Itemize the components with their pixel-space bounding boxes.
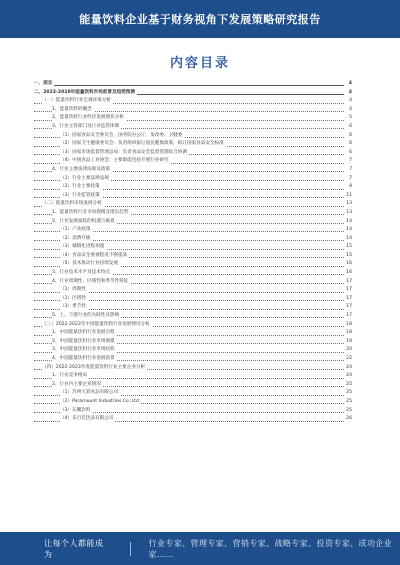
toc-entry[interactable] <box>34 278 352 287</box>
toc-entry-text: （4）中国食品工业协会：主要职能包括开展行业研究 <box>60 157 171 166</box>
toc-entry[interactable] <box>34 235 352 244</box>
toc-entry-text: （三）2022-2023年中国能量饮料行业发展情况分析 <box>42 321 152 330</box>
toc-entry[interactable] <box>34 175 352 184</box>
toc-page-number: 7 <box>348 157 352 166</box>
toc-entry[interactable] <box>34 226 352 235</box>
toc-entry[interactable] <box>34 243 352 252</box>
toc-page-number: 25 <box>345 407 352 416</box>
toc-entry[interactable] <box>34 114 352 123</box>
toc-entry[interactable] <box>34 252 352 261</box>
toc-page-number: 15 <box>345 252 352 261</box>
toc-entry[interactable] <box>34 346 352 355</box>
toc-entry[interactable] <box>34 200 352 209</box>
toc-entry[interactable] <box>34 286 352 295</box>
toc-page-number: 25 <box>345 381 352 390</box>
toc-entry-text: 二、2023-2028年能量饮料市场前景及趋势预测 <box>34 89 137 98</box>
toc-page-number: 25 <box>345 398 352 407</box>
toc-entry-text: （1）周期性 <box>60 286 88 295</box>
toc-entry-text: 1、行业竞争格局 <box>52 372 89 381</box>
toc-page-number: 4 <box>348 89 352 98</box>
toc-entry-text: （1）行业主要法律法规 <box>60 175 111 184</box>
toc-entry-text: 3、行业技术水平及技术特点 <box>52 269 112 278</box>
toc-entry-text: 2、行业内主要企业情况 <box>52 381 103 390</box>
toc-entry[interactable] <box>34 338 352 347</box>
toc-entry[interactable] <box>34 407 352 416</box>
toc-entry[interactable] <box>34 364 352 373</box>
toc-entry-text: （一）能量饮料行业宏观环境分析 <box>42 97 113 106</box>
toc-page-number: 18 <box>345 321 352 330</box>
toc-page-number: 6 <box>348 132 352 141</box>
toc-page-number: 16 <box>345 260 352 269</box>
report-title: 能量饮料企业基于财务视角下发展策略研究报告 <box>79 13 321 26</box>
toc-entry[interactable] <box>34 389 352 398</box>
toc-page-number: 13 <box>345 209 352 218</box>
toc-entry-text: 2、行业发展面临的机遇与挑战 <box>52 218 117 227</box>
toc-page-number: 14 <box>345 235 352 244</box>
toc-entry-text: （3）行业监管政策 <box>60 192 102 201</box>
toc-entry[interactable] <box>34 80 352 89</box>
toc-entry-text: 3、行业主管部门及行业监管体制 <box>52 123 121 132</box>
toc-entry[interactable] <box>34 329 352 338</box>
toc-page-number: 17 <box>345 312 352 321</box>
toc-entry-text: （1）产业政策 <box>60 226 93 235</box>
toc-entry-text: （4）食品安全重视程度不断提高 <box>60 252 129 261</box>
toc-entry[interactable] <box>34 192 352 201</box>
toc-entry-text: （二）能量饮料市场发展分析 <box>42 200 104 209</box>
footer-tagline: 行业专家、管理专家、营销专家、战略专家、投资专家、成功企业家…… <box>148 538 393 559</box>
toc-page-number: 24 <box>345 364 352 373</box>
toc-entry-text: （3）国家市场监督管理总局：负责食品安全监督管理综合协调 <box>60 149 189 158</box>
toc-entry-text: （2）国家卫生健康委员会：负责组织拟订国民健康政策，拟订国家食品安全标准 <box>60 140 226 149</box>
toc-entry-text: 3、中国能量饮料行业市场结构 <box>52 346 117 355</box>
toc-entry-text: 2、能量饮料行业经济发展现状分析 <box>52 114 126 123</box>
toc-entry-text: 4、行业周期性、区域性和季节性特征 <box>52 278 130 287</box>
toc-leader-dots <box>34 85 344 86</box>
toc-page-number: 24 <box>345 372 352 381</box>
toc-entry-text: （5）技术推动行业持续发展 <box>60 260 120 269</box>
toc-entry[interactable] <box>34 140 352 149</box>
toc-entry[interactable] <box>34 303 352 312</box>
toc-entry-text: （2）行业主要政策 <box>60 183 102 192</box>
toc-page-number: 4 <box>348 106 352 115</box>
toc-entry-text: 5、上、下游行业的关联性及影响 <box>52 312 121 321</box>
toc-page-number: 6 <box>348 140 352 149</box>
toc-page-number: 6 <box>348 123 352 132</box>
toc-page-number: 20 <box>345 346 352 355</box>
toc-entry[interactable] <box>34 209 352 218</box>
toc-entry[interactable] <box>34 157 352 166</box>
toc-entry[interactable] <box>34 123 352 132</box>
toc-entry[interactable] <box>34 381 352 390</box>
toc-page-number: 7 <box>348 175 352 184</box>
toc-entry[interactable] <box>34 321 352 330</box>
toc-entry[interactable] <box>34 218 352 227</box>
toc-page-number: 17 <box>345 286 352 295</box>
toc-page-number: 25 <box>345 389 352 398</box>
toc-entry[interactable] <box>34 260 352 269</box>
toc-entry-text: （3）城镇化进程加速 <box>60 243 106 252</box>
toc-entry[interactable] <box>34 372 352 381</box>
toc-page-number: 14 <box>345 218 352 227</box>
toc-page-number: 8 <box>348 183 352 192</box>
toc-entry-text: 4、中国能量饮料行业发展前景 <box>52 355 117 364</box>
toc-page-number: 17 <box>345 295 352 304</box>
toc-entry[interactable] <box>34 106 352 115</box>
toc-entry[interactable] <box>34 183 352 192</box>
toc-page-number: 15 <box>345 243 352 252</box>
toc-entry-text: （1）苏州天彩食品有限公司 <box>60 389 120 398</box>
toc-page-number: 17 <box>345 303 352 312</box>
toc-entry-text: （4）乐百氏饮品有限公司 <box>60 415 115 424</box>
toc-page-number: 4 <box>348 97 352 106</box>
toc-entry-text: （2）区域性 <box>60 295 88 304</box>
table-of-contents <box>34 80 352 424</box>
toc-entry[interactable] <box>34 132 352 141</box>
footer-banner <box>0 532 400 565</box>
footer-slogan: 让每个人都能成为 <box>44 538 104 559</box>
toc-entry-text: 1、中国能量饮料行业发展历程 <box>52 329 117 338</box>
toc-entry[interactable] <box>34 398 352 407</box>
toc-entry[interactable] <box>34 295 352 304</box>
toc-entry-text: 4、行业主要法律法规及政策 <box>52 166 112 175</box>
toc-entry-text: （2）Paramount Industries Co.,Ltd <box>60 398 141 407</box>
toc-entry-text: 1、能量饮料的概念 <box>52 106 94 115</box>
toc-page-number: 17 <box>345 278 352 287</box>
toc-page-number: 16 <box>345 269 352 278</box>
toc-page-number: 6 <box>348 149 352 158</box>
toc-page-number: 18 <box>345 329 352 338</box>
toc-entry[interactable] <box>34 312 352 321</box>
toc-heading: 内容目录 <box>169 56 230 71</box>
toc-page-number: 14 <box>345 226 352 235</box>
toc-entry-text: 1、能量饮料行业市场规模及增长趋势 <box>52 209 130 218</box>
toc-entry[interactable] <box>34 269 352 278</box>
header-banner <box>0 0 400 38</box>
toc-entry[interactable] <box>34 415 352 424</box>
toc-page-number: 26 <box>345 415 352 424</box>
toc-entry[interactable] <box>34 355 352 364</box>
toc-entry-text: 2、中国能量饮料行业市场规模 <box>52 338 117 347</box>
toc-page-number: 5 <box>348 114 352 123</box>
toc-entry-text: （四）2022-2023年度能量饮料行业主要企业分析 <box>42 364 147 373</box>
toc-entry-text: （3）季节性 <box>60 303 88 312</box>
toc-entry[interactable] <box>34 166 352 175</box>
toc-entry[interactable] <box>34 149 352 158</box>
toc-page-number: 13 <box>345 200 352 209</box>
toc-entry[interactable] <box>34 97 352 106</box>
footer-divider <box>130 542 131 556</box>
toc-page-number: 22 <box>345 355 352 364</box>
toc-entry-text: （1）国家食品安全委员会、国务院办公厅、发改委、卫健委 <box>60 132 184 141</box>
toc-page-number: 11 <box>345 192 352 201</box>
toc-entry-text: （3）东鹏饮料 <box>60 407 93 416</box>
toc-page-number: 7 <box>348 166 352 175</box>
toc-page-number: 19 <box>345 338 352 347</box>
toc-entry-text: （2）消费升级 <box>60 235 93 244</box>
toc-page-number: 4 <box>348 80 352 89</box>
toc-entry-text: 一、前言 <box>34 80 54 89</box>
toc-entry[interactable] <box>34 89 352 98</box>
